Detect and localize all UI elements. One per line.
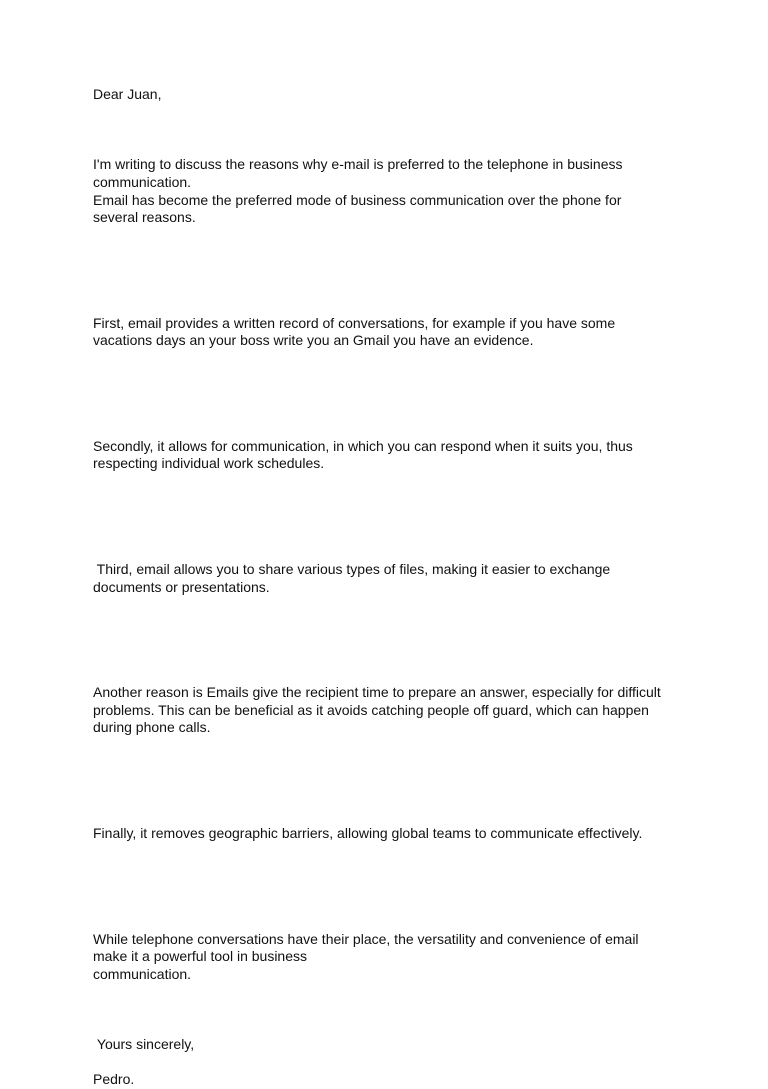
text-line: during phone calls.: [93, 719, 211, 736]
text-line: communication.: [93, 173, 192, 190]
text-line: First, email provides a written record of conversations, for example if you have some: [93, 314, 616, 331]
text-line: communication.: [93, 965, 192, 982]
text-line: several reasons.: [93, 209, 196, 226]
final-reason-paragraph: [93, 790, 683, 878]
text-line: vacations days an your boss write you an Gmail you have an evidence.: [93, 332, 534, 349]
text-line: problems. This can be beneficial as it avoids catching people off guard, which can happen: [93, 701, 649, 718]
text-line: I'm writing to discuss the reasons why e-mail is preferred to the telephone in business: [93, 156, 623, 173]
third-reason-paragraph: [93, 526, 683, 632]
another-reason-paragraph: [93, 649, 683, 772]
first-reason-paragraph: [93, 280, 683, 386]
second-reason-paragraph: [93, 403, 683, 509]
text-line: make it a powerful tool in business: [93, 948, 307, 965]
intro-paragraph: [93, 121, 683, 262]
text-line: Another reason is Emails give the recipient time to prepare an answer, especially for difficult: [93, 684, 661, 701]
text-line: respecting individual work schedules.: [93, 455, 325, 472]
letter-body: [93, 86, 683, 1089]
text-line: Finally, it removes geographic barriers, allowing global teams to communicate effectively.: [93, 824, 643, 841]
signature: Pedro.: [93, 1071, 135, 1088]
salutation: Dear Juan,: [93, 86, 162, 102]
text-line: Secondly, it allows for communication, in which you can respond when it suits you, thus: [93, 437, 633, 454]
conclusion-paragraph: [93, 895, 683, 1018]
text-line: documents or presentations.: [93, 578, 270, 595]
text-line: While telephone conversations have their place, the versatility and convenience of email: [93, 930, 639, 947]
text-line: Third, email allows you to share various types of files, making it easier to exchange: [93, 561, 611, 578]
closing: Yours sincerely,: [93, 1036, 195, 1053]
text-line: Email has become the preferred mode of business communication over the phone for: [93, 191, 622, 208]
